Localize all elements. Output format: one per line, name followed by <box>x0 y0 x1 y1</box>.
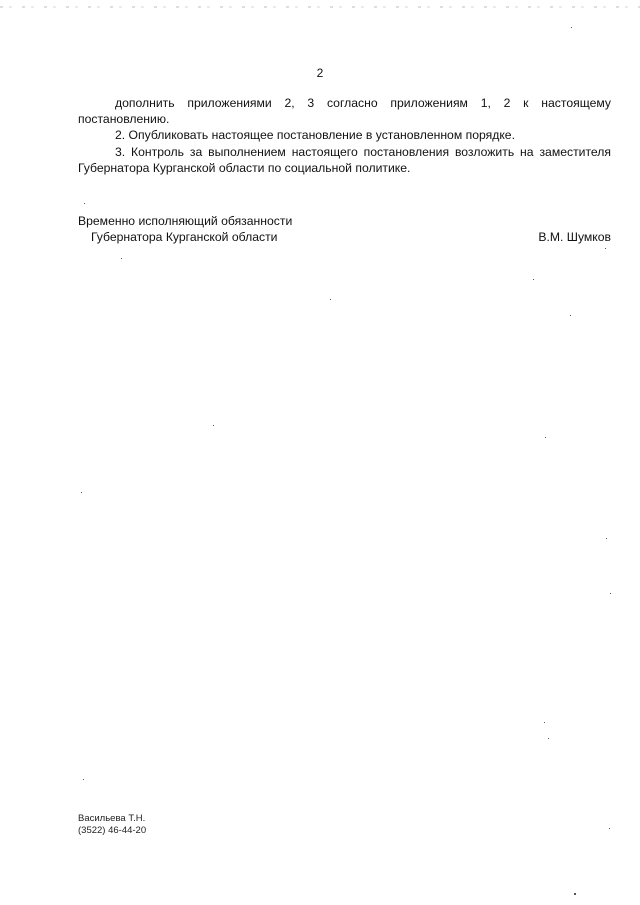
executor-name: Васильева Т.Н. <box>78 813 146 824</box>
scan-speck <box>83 779 84 780</box>
scan-speck <box>545 437 546 438</box>
scan-speck <box>533 279 534 280</box>
scan-speck <box>84 203 85 204</box>
scan-speck <box>330 299 331 300</box>
paragraph-1: дополнить приложениями 2, 3 согласно приложениям 1, 2 к настоящему постановлению. <box>78 96 611 127</box>
executor-phone: (3522) 46-44-20 <box>78 825 147 836</box>
page-number: 2 <box>316 66 324 80</box>
scan-speck <box>571 27 572 28</box>
paragraph-2: 2. Опубликовать настоящее постановление в установленном порядке. <box>115 128 515 143</box>
scan-speck <box>548 738 549 739</box>
signatory-position-line1: Временно исполняющий обязанности <box>78 214 293 228</box>
scan-speck <box>609 828 610 829</box>
executor-block <box>78 813 146 837</box>
scan-speck <box>574 893 576 895</box>
scan-speck <box>606 538 607 539</box>
scan-speck <box>605 248 606 249</box>
scan-speck <box>570 315 571 316</box>
signature-block <box>78 213 611 245</box>
document-body <box>78 95 611 176</box>
signature-row <box>78 229 611 245</box>
scan-speck <box>121 258 122 259</box>
scan-edge-artifact <box>0 6 640 8</box>
scan-speck <box>81 492 82 493</box>
paragraph-3: 3. Контроль за выполнением настоящего постановления возложить на заместителя Губернатора Курганской области по социальной политике. <box>78 144 611 175</box>
signatory-position-line2: Губернатора Курганской области <box>91 230 278 245</box>
scan-speck <box>610 593 611 594</box>
signatory-name: В.М. Шумков <box>538 230 611 245</box>
scan-speck <box>544 722 545 723</box>
scan-speck <box>213 425 214 426</box>
